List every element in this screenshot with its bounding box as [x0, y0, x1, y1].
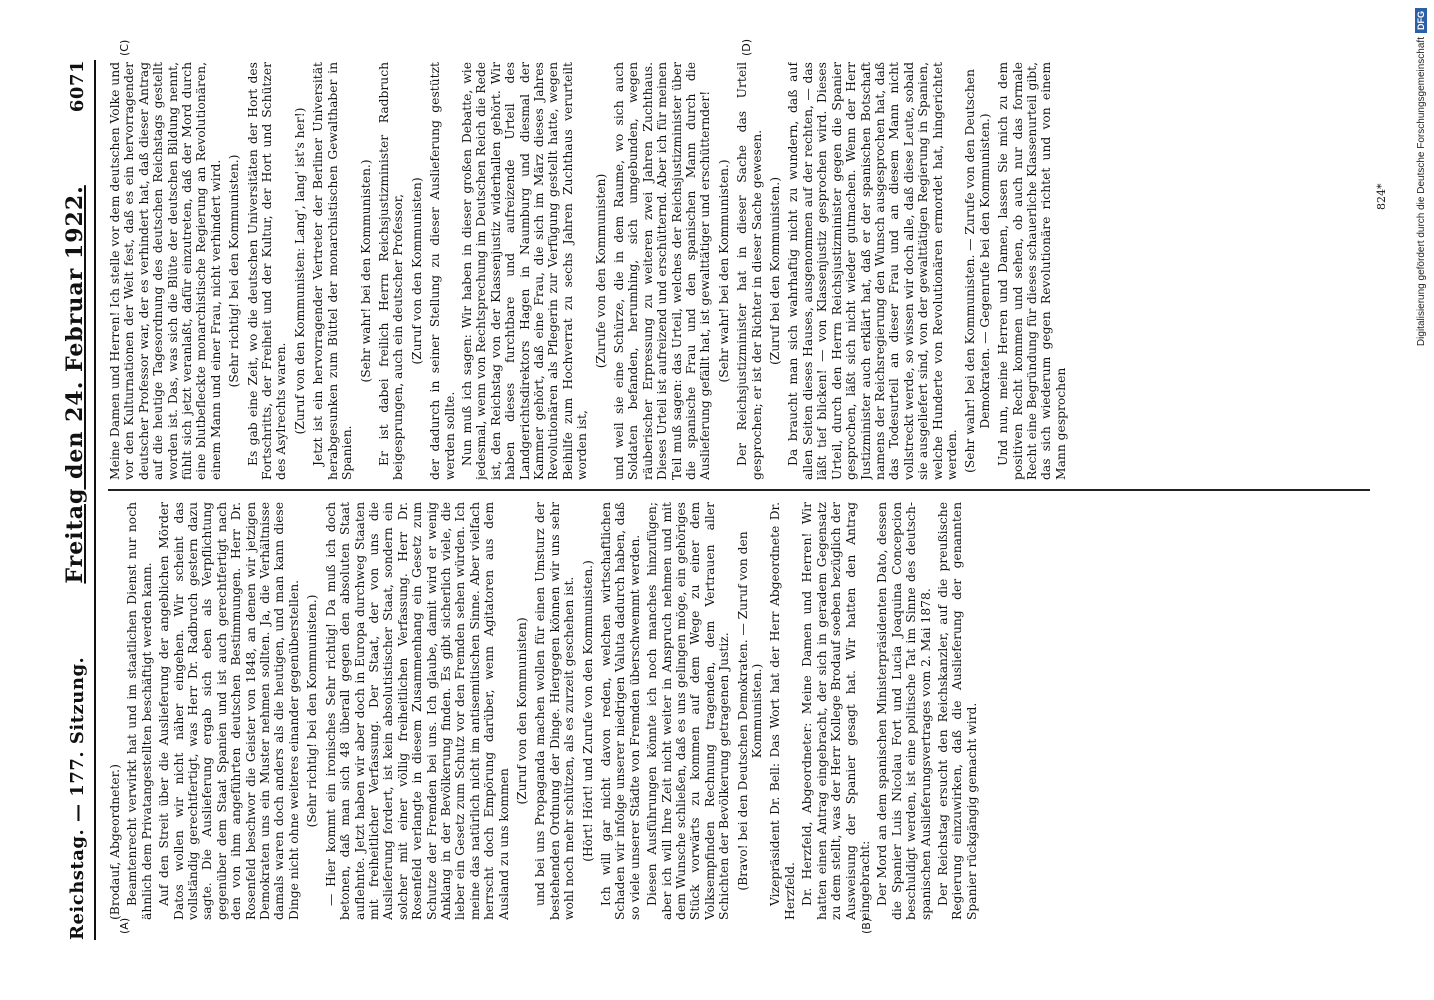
interjection: (Zuruf von den Kommunisten: Lang', lang' ist's her!)	[292, 107, 307, 435]
header-date: Freitag den 24. Februar 1922.	[62, 185, 88, 584]
paragraph: (Brodauf, Abgeordneter.)	[108, 764, 122, 920]
interjection: (Sehr wahr! bei den Kommunisten. — Zurufe von den Deutschen Demokraten. — Gegenrufe bei den Kommunisten.)	[963, 69, 992, 473]
right-column	[108, 62, 1370, 480]
paragraph: — Hier kommt ein ironisches Sehr richtig! Da muß ich doch betonen, daß man sich 48 überall gegen den absoluten Staat auflehnte. Jetzt haben wir aber doch in Europa durchweg Staaten mit freiheitlicher Verfassung. Der Staat, der von uns die Auslieferung fordert, ist kein absolutistischer Staat, sondern ein solcher mit einer völlig freiheitlichen Verfassung. Herr Dr. Rosenfeld verlangte in diesem Zusammenhang ein Gesetz zum Schutze der Fremden bei uns. Ich glaube, damit wird er wenig Anklang in der Bevölkerung finden. Es gibt sicherlich viele, die lieber ein Gesetz zum Schutz vor den Fremden sehen würden. Ich meine das natürlich nicht im antisemitischen Sinne. Aber vielfach herrscht doch Empörung darüber, wenn Agitatoren aus dem Ausland zu uns kommen	[323, 502, 511, 920]
paragraph: Diesen Ausführungen könnte ich noch manches hinzufügen; aber ich will Ihre Zeit nicht weiter in Anspruch nehmen und mit dem Wunsche schließen, daß es uns gelingen möge, ein gehöriges Stück vorwärts zu kommen auf dem Wege zu einer dem Volksempfinden Rechnung tragenden, dem Vertrauen aller Schichten der Bevölkerung getragenen Justiz.	[645, 502, 732, 920]
interjection: (Zuruf bei den Kommunisten.)	[768, 177, 783, 365]
paragraph: Und nun, meine Herren und Damen, lassen Sie mich zu dem positiven Recht kommen und sehen, ob auch nur das formale Recht eine Begründung für dieses schauerliche Klassenurteil gibt, das sich wiederum gegen Revolutionäre richtet und von einem Mann gesprochen	[996, 62, 1068, 480]
paragraph: Beamtenrecht verwirkt hat und im staatlichen Dienst nur noch ähnlich dem Privatangestellten beschäftigt werden kann.	[125, 502, 154, 920]
paragraph: Vizepräsident Dr. Bell: Das Wort hat der Herr Abgeordnete Dr. Herzfeld.	[768, 502, 797, 920]
side-note-text	[1408, 8, 1434, 992]
paragraph: Ich will gar nicht davon reden, welchen wirtschaftlichen Schaden wir infolge unserer niedrigen Valuta dadurch haben, daß so viele unserer Städte von Fremden überschwemmt werden.	[599, 502, 642, 920]
margin-marker-b: (B)	[860, 917, 873, 934]
side-note-label: Digitalisierung gefördert durch die Deutsche Forschungsgemeinschaft	[1415, 37, 1427, 347]
interjection: (Sehr richtig! bei den Kommunisten.)	[305, 594, 320, 828]
interjection: (Sehr wahr! bei den Kommunisten.)	[716, 159, 731, 383]
interjection: (Zuruf von den Kommunisten)	[409, 177, 424, 365]
paragraph: der dadurch in seiner Stellung zu dieser Auslieferung gestützt werden sollte.	[428, 62, 457, 480]
paragraph: Der Mord an dem spanischen Ministerpräsidenten Dato, dessen die Spanier Luis Nicolau Fort und Lucia Joaquina Concepcion beschuldigt werden, ist eine politische Tat im Sinne des deutsch-spanischen Auslieferungsvertrages vom 2. Mai 1878.	[875, 502, 933, 920]
dfg-logo-icon: DFG	[1415, 8, 1427, 33]
column-divider	[108, 490, 1370, 492]
paragraph: Es gab eine Zeit, wo die deutschen Universitäten der Hort des Fortschritts, der Freiheit und der Kultur, der Hort und Schützer des Asylrechts waren.	[245, 62, 289, 480]
left-column	[108, 502, 1370, 920]
interjection: (Bravo! bei den Deutschen Demokraten. — Zuruf von den Kommunisten.)	[735, 531, 765, 891]
interjection: (Zurufe von den Kommunisten)	[593, 173, 608, 369]
paragraph: Da braucht man sich wahrhaftig nicht zu wundern, daß auf allen Seiten dieses Hauses, ausgenommen auf der rechten, — das läßt tief blicken! — von Klassenjustiz gesprochen wird. Dieses Urteil, durch den Herrn Reichsjustizminister gegen die Spanier gesprochen, läßt sich nicht wieder gutmachen. Wenn der Herr Justizminister auch erklärt hat, daß er der spanischen Botschaft namens der Reichsregierung den Wunsch ausgesprochen hat, daß das Todesurteil an dieser Frau und an diesem Mann nicht vollstreckt werde, so wissen wir doch alle, daß diese Leute, sobald sie ausgeliefert sind, von der gewalttätigen Regierung in Spanien, welche Hunderte von Revolutionären ermordet hat, hingerichtet werden.	[786, 62, 959, 480]
paragraph: Der Reichstag ersucht den Reichskanzler, auf die preußische Regierung einzuwirken, daß die Auslieferung der genannten Spanier rückgängig gemacht wird.	[935, 502, 979, 920]
margin-marker-d: (D)	[740, 38, 753, 56]
paragraph: und bei uns Propaganda machen wollen für einen Umsturz der bestehenden Ordnung der Dinge. Hiergegen können wir uns sehr wohl noch mehr schützen, als es zurzeit geschehen ist.	[533, 502, 577, 920]
paragraph: Er ist dabei freilich Herrn Reichsjustizminister Radbruch beigesprungen, auch ein deutscher Professor,	[376, 62, 406, 480]
paragraph: Meine Damen und Herren! Ich stelle vor dem deutschen Volke und vor den Kulturnationen der Welt fest, daß es ein hervorragender deutscher Professor war, der es verhindert hat, daß dieser Antrag auf die heutige Tagesordnung des deutschen Reichstags gestellt worden ist. Das, was sich die Blüte der deutschen Bildung nennt, fühlt sich jetzt veranlaßt, dafür einzutreten, daß der Mord durch eine blutbefleckte monarchistische Regierung an Revolutionären, einem Mann und einer Frau, nicht verhindert wird.	[108, 62, 223, 480]
print-signature: 824*	[1375, 183, 1388, 210]
paragraph: Nun muß ich sagen: Wir haben in dieser großen Debatte, wie jedesmal, wenn von Rechtsprechung im Deutschen Reich die Rede ist, den Reichstag von der Klassenjustiz widerhallen gehört. Wir haben dieses furchtbare und aufreizende Urteil des Landgerichtsdirektors Hagen in Naumburg und diesmal der Kammer gehört, daß eine Frau, die sich im März dieses Jahres Revolutionären als Pflegerin zur Verfügung gestellt hatte, wegen Beihilfe zum Hochverrat zu sechs Jahren Zuchthaus verurteilt worden ist,	[459, 62, 590, 480]
interjection: (Sehr richtig! bei den Kommunisten.)	[227, 154, 242, 388]
side-note	[1408, 8, 1434, 992]
interjection: (Zuruf von den Kommunisten)	[514, 617, 529, 805]
paragraph: Jetzt ist ein hervorragender Vertreter der Berliner Universität herabgesunken zum Büttel der monarchistischen Gewalthaber in Spanien.	[311, 62, 355, 480]
margin-marker-a: (A)	[118, 917, 131, 934]
margin-marker-c: (C)	[118, 39, 131, 56]
interjection: (Sehr wahr! bei den Kommunisten.)	[358, 159, 373, 383]
paragraph: Dr. Herzfeld, Abgeordneter: Meine Damen und Herren! Wir hatten einen Antrag eingebracht, der sich in geradem Gegensatz zu dem stellt, was der Herr Kollege Brodauf soeben bezüglich der Ausweisung der Spanier gesagt hat. Wir hatten den Antrag eingebracht:	[800, 502, 872, 920]
header-left: Reichstag. — 177. Sitzung.	[67, 656, 88, 940]
page-number: 6071	[67, 60, 88, 113]
paragraph: und weil sie eine Schürze, die in dem Raume, wo sich auch Soldaten befanden, herumhing, sich umgebunden, wegen räuberischer Erpressung zu weiteren zwei Jahren Zuchthaus. Dieses Urteil ist aufreizend und erschütternd. Aber ich für meinen Teil muß sagen: das Urteil, welches der Reichsjustizminister über die spanische Frau und den spanischen Mann durch die Auslieferung gefällt hat, ist gewalttätiger und erschütternder!	[612, 62, 713, 480]
interjection: (Hört! Hört! und Zurufe von den Kommunisten.)	[580, 560, 595, 862]
paragraph: Der Reichsjustizminister hat in dieser Sache das Urteil gesprochen; er ist der Richter in dieser Sache gewesen.	[735, 62, 764, 480]
paragraph: Auf den Streit über die Auslieferung der angeblichen Mörder Datos wollen wir nicht näher eingehen. Wir scheint das vollständig gerechtfertigt, was Herr Dr. Radbruch gestern dazu sagte. Die Auslieferung ergab sich eben als Verpflichtung gegenüber dem Staat Spanien und ist auch gerechtfertigt nach den von ihm angeführten deutschen Bestimmungen. Herr Dr. Rosenfeld beschwor die Geister von 1848, an denen wir jetzigen Demokraten uns ein Muster nehmen sollten. Ja, die Verhältnisse damals waren doch anders als die heutigen, und man kann diese Dinge nicht ohne weiteres einander gegenüberstellen.	[157, 502, 301, 920]
page-header	[62, 60, 96, 940]
